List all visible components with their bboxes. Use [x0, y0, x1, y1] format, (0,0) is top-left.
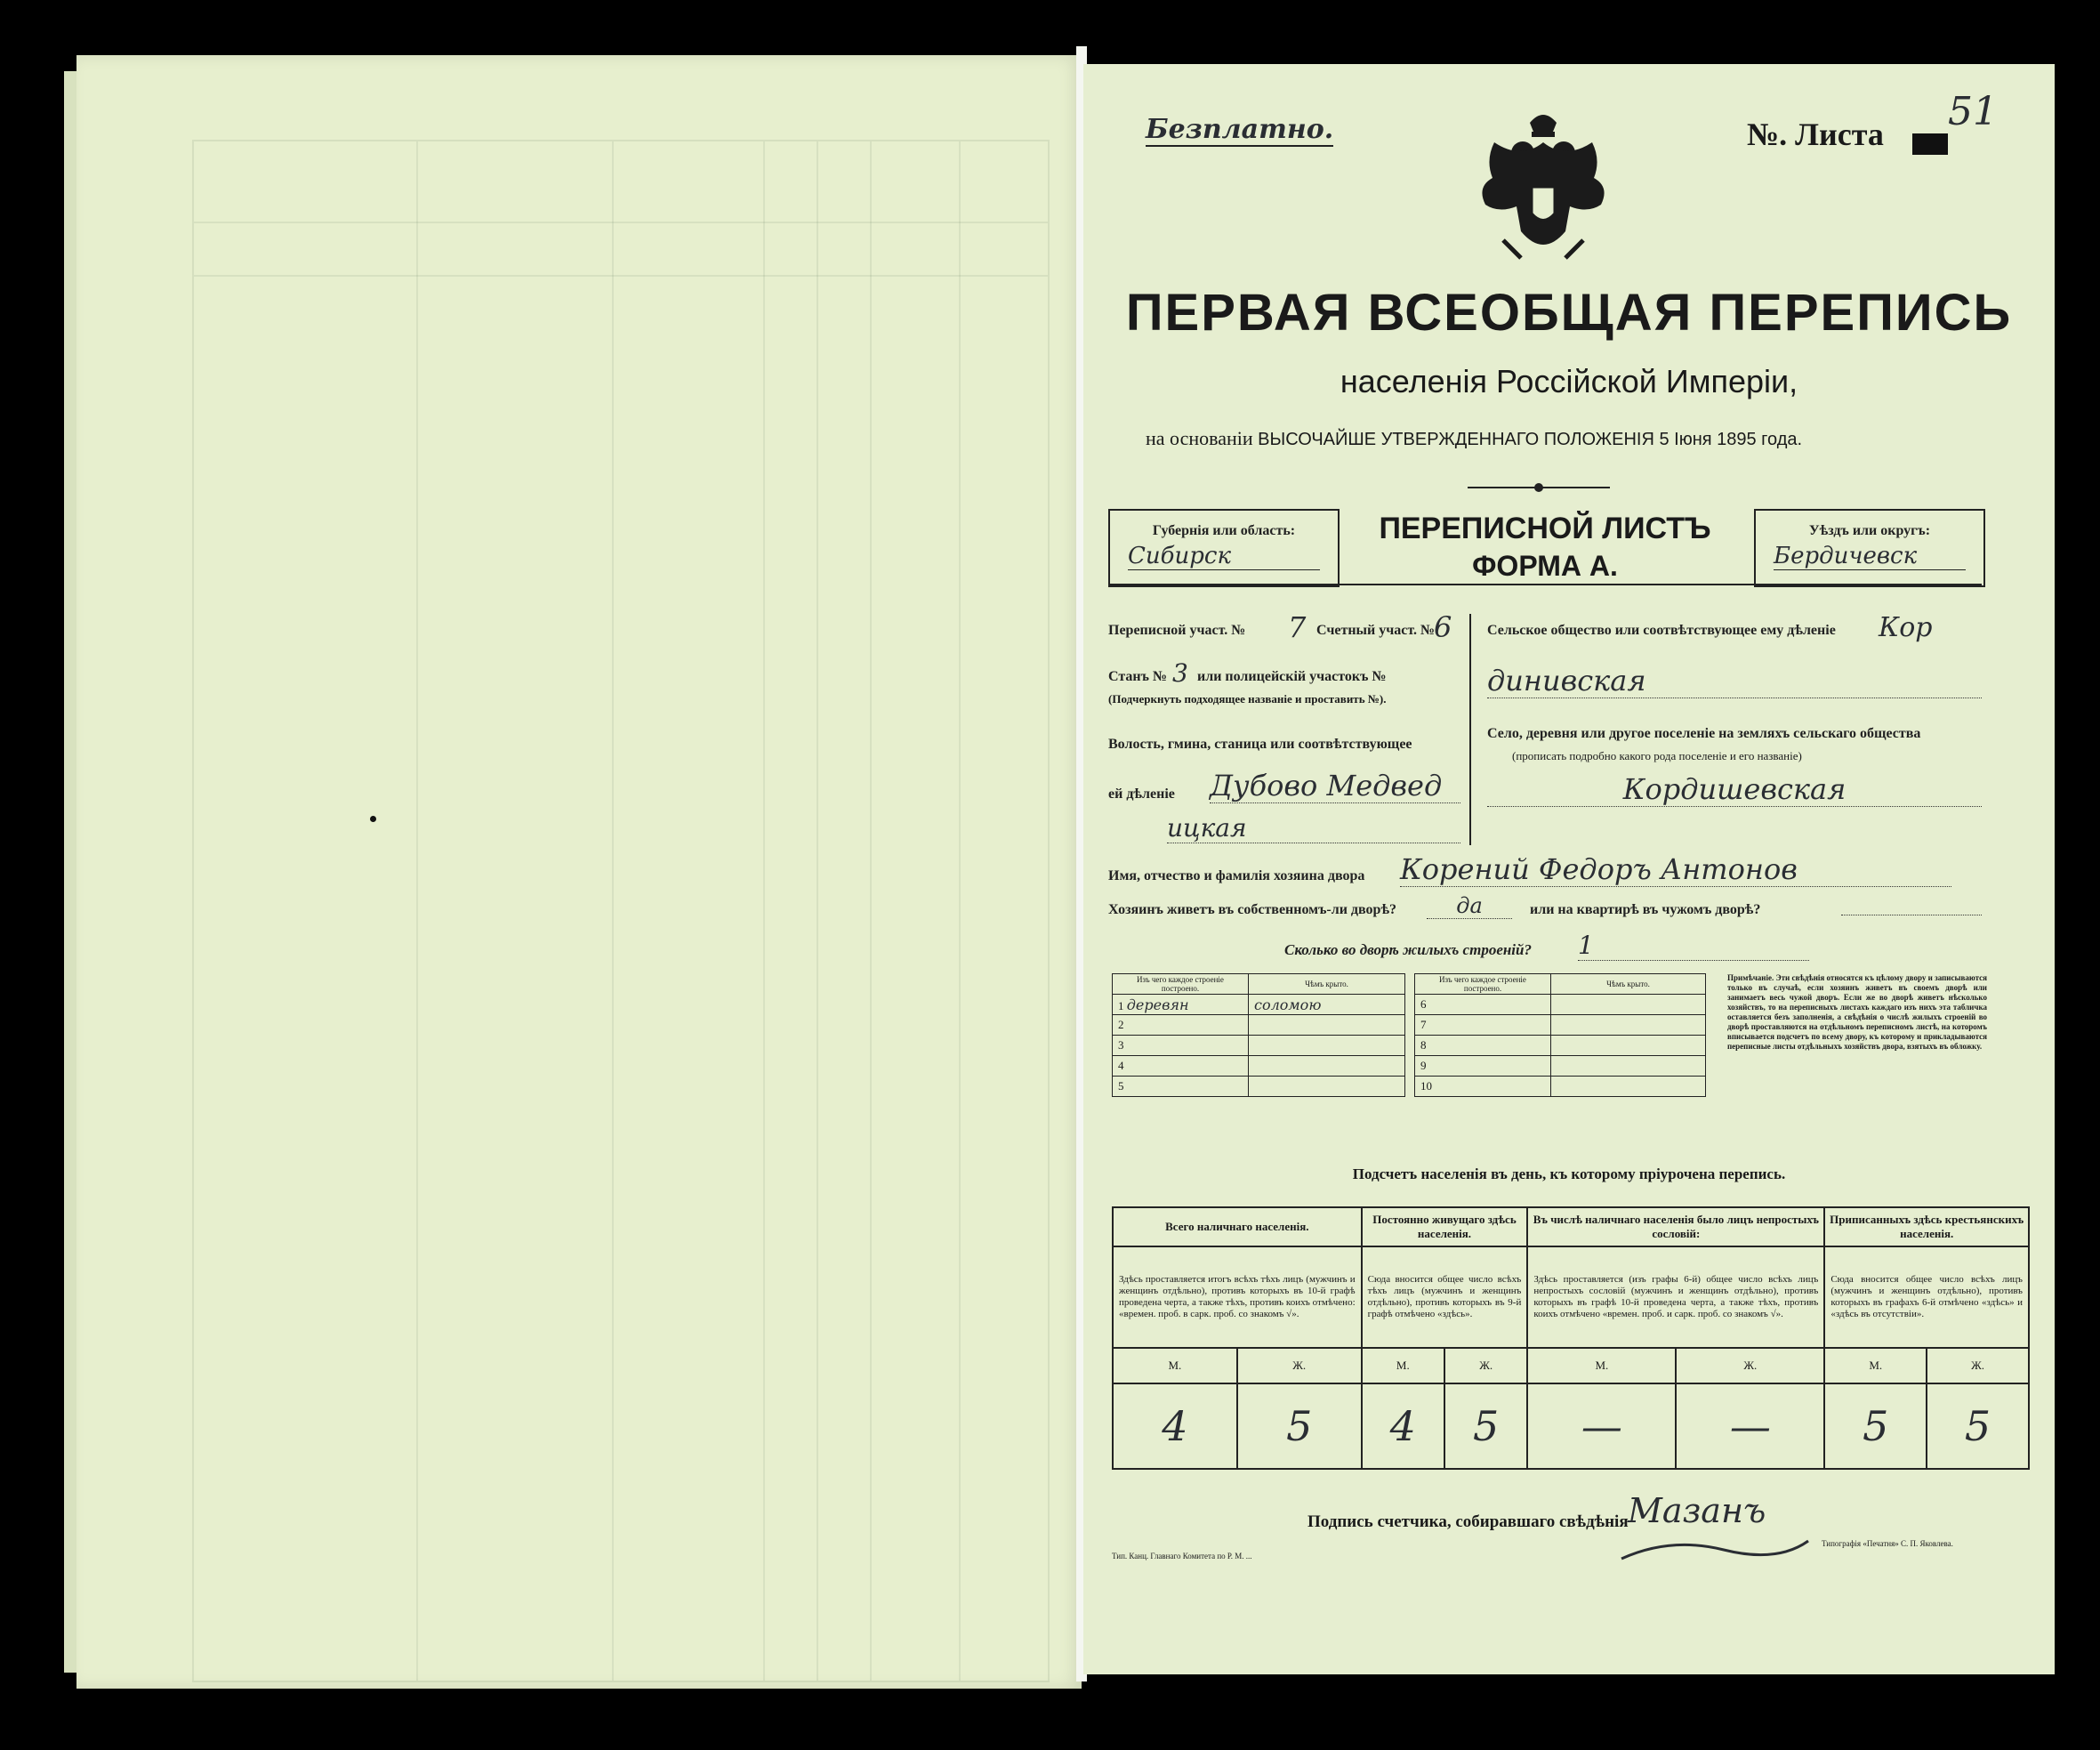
- guberniya-box: [1108, 509, 1340, 587]
- buildings-table-right: [1414, 973, 1706, 1097]
- table-row: 6: [1415, 995, 1706, 1015]
- tally-desc-peasant: Сюда вносится общее число всѣхъ лицъ (мужчинъ и женщинъ отдѣльно), противъ которыхъ въ графахъ 6-й отмѣчено «здѣсь» и «здѣсь въ отсутствіи».: [1824, 1246, 2029, 1348]
- uezd-value: Бердичевск: [1774, 543, 1966, 570]
- sex-header-row: М. Ж. М. Ж. М. Ж. М. Ж.: [1113, 1348, 2029, 1383]
- tally-value: 4: [1113, 1383, 1237, 1469]
- signature-label: Подпись счетчика, собиравшаго свѣдѣнія: [1307, 1512, 1629, 1531]
- table-row: 8: [1415, 1036, 1706, 1056]
- buildings-note: Примѣчаніе. Эти свѣдѣнія относятся къ цѣлому двору и записываются только въ случаѣ, если хозяинъ живетъ въ своемъ дворѣ или занимаетъ весь чужой дворъ. Если же во дворѣ живетъ нѣсколько хозяйствъ, то на переписныхъ листахъ каждаго изъ нихъ эта табличка оставляется безъ заполненія, а свѣдѣнія о числѣ жилыхъ строеній во дворѣ проставляются на отдѣльномъ переписномъ листѣ, на которомъ вписывается подсчетъ по всему двору, къ которому и прикладываются переписные листы отдѣльныхъ хозяйствъ двора, взятыхъ въ обложку.: [1727, 973, 1987, 1051]
- schetny-label: Счетный участ. №: [1316, 623, 1436, 638]
- form-title: ПЕРВАЯ ВСЕОБЩАЯ ПЕРЕПИСЬ: [1125, 284, 2013, 342]
- table-row: 2: [1113, 1015, 1405, 1036]
- ink-dot: [370, 816, 376, 822]
- table-row: 1 деревян соломою: [1113, 995, 1405, 1015]
- uchastok-value: 7: [1288, 610, 1307, 644]
- basis-prefix: на основаніи: [1146, 427, 1253, 449]
- stan-label: Станъ №: [1108, 669, 1168, 684]
- buildings-table-left: [1112, 973, 1405, 1097]
- lives-own-value: да: [1427, 893, 1512, 919]
- table-row: 3: [1113, 1036, 1405, 1056]
- imperial-eagle-emblem: [1476, 107, 1610, 267]
- ornament-divider: [1468, 479, 1610, 496]
- bld-hdr-material: Изъ чего каждое строеніе построено.: [1113, 974, 1249, 995]
- form-type-header: [1336, 512, 1754, 583]
- sheet-number-blot: [1912, 133, 1948, 155]
- lives-own-label: Хозяинъ живетъ въ собственномъ-ли дворѣ?: [1108, 902, 1397, 917]
- village-value: Кордишевская: [1487, 772, 1982, 807]
- header-rule: [1108, 584, 1982, 585]
- stan-or-label: или полицейскій участокъ №: [1197, 669, 1387, 684]
- volost-label: Волость, гмина, станица или соотвѣтствующее: [1108, 737, 1412, 752]
- table-row: 5: [1113, 1077, 1405, 1097]
- bld-hdr-roof: Чѣмъ крыто.: [1249, 974, 1405, 995]
- tally-head-nonpeasant: Въ числѣ наличнаго населенія было лицъ непростыхъ сословій:: [1527, 1207, 1824, 1246]
- bld-material-1: деревян: [1126, 996, 1189, 1013]
- basis-text: ВЫСОЧАЙШЕ УТВЕРЖДЕННАГО ПОЛОЖЕНІЯ 5 Іюня 1895 года.: [1258, 430, 1803, 449]
- tally-value: —: [1527, 1383, 1676, 1469]
- buildings-value: 1: [1578, 931, 1809, 961]
- sheet-number-label: №. Листа: [1747, 117, 1884, 152]
- tally-value: 4: [1362, 1383, 1444, 1469]
- basis-line: [1146, 427, 1802, 450]
- show-through-grid: [192, 140, 1050, 1682]
- form-letter: ФОРМА А.: [1472, 550, 1618, 582]
- left-blank-page: [76, 55, 1082, 1689]
- volost-value-1: Дубово Медвед: [1210, 769, 1460, 803]
- owner-label: Имя, отчество и фамилія хозяина двора: [1108, 868, 1365, 883]
- tally-values-row: [1113, 1383, 2029, 1469]
- form-subtitle: населенія Россійской Имперіи,: [1340, 363, 1798, 399]
- society-value-2: динивская: [1487, 664, 1982, 698]
- printer-imprint-left: Тип. Канц. Главнаго Комитета по Р. М. ...: [1112, 1552, 1252, 1560]
- form-name: ПЕРЕПИСНОЙ ЛИСТЪ: [1379, 512, 1711, 545]
- tally-desc-permanent: Сюда вносится общее число всѣхъ тѣхъ лицъ (мужчинъ и женщинъ отдѣльно), противъ которыхъ въ 9-й графѣ отмѣчено «здѣсь».: [1362, 1246, 1528, 1348]
- enumerator-signature: Мазанъ: [1628, 1491, 1766, 1530]
- uchastok-label: Переписной участ. №: [1108, 623, 1246, 638]
- owner-value: Корений Федоръ Антонов: [1400, 852, 1951, 887]
- signature-flourish: [1617, 1532, 1813, 1568]
- page-stack-edge: [64, 71, 76, 1673]
- tally-desc-total: Здѣсь проставляется итогъ всѣхъ тѣхъ лицъ (мужчинъ и женщинъ отдѣльно), противъ которыхъ въ 10-й графѣ проведена черта, а также тѣхъ, противъ коихъ отмѣчено: «времен. проб. в сарк. проб. со знакомъ √».: [1113, 1246, 1362, 1348]
- lives-alien-label: или на квартирѣ въ чужомъ дворѣ?: [1530, 902, 1761, 917]
- table-row: 7: [1415, 1015, 1706, 1036]
- stan-value: 3: [1172, 658, 1188, 688]
- tally-value: 5: [1927, 1383, 2029, 1469]
- society-value-1: Кор: [1879, 612, 1933, 643]
- free-label: Безплатно.: [1146, 114, 1334, 145]
- tally-head-total: Всего наличнаго населенія.: [1113, 1207, 1362, 1246]
- society-label: Сельское общество или соотвѣтствующее ему дѣленіе: [1487, 623, 1836, 638]
- village-note: (прописать подробно какого рода поселеніе и его названіе): [1512, 749, 1802, 762]
- volost-label-2: ей дѣленіе: [1108, 786, 1175, 802]
- tally-value: 5: [1444, 1383, 1527, 1469]
- uezd-box: [1754, 509, 1985, 587]
- guberniya-label: Губернія или область:: [1152, 523, 1296, 538]
- population-tally-table: [1112, 1206, 2030, 1470]
- table-row: 10: [1415, 1077, 1706, 1097]
- table-row: 9: [1415, 1056, 1706, 1077]
- tally-value: 5: [1824, 1383, 1927, 1469]
- bld-roof-1: соломою: [1249, 995, 1405, 1015]
- tally-head-permanent: Постоянно живущаго здѣсь населенія.: [1362, 1207, 1528, 1246]
- guberniya-value: Сибирск: [1128, 543, 1320, 570]
- sheet-number-handwritten: 51: [1948, 89, 1998, 134]
- table-row: 4: [1113, 1056, 1405, 1077]
- printer-imprint-right: Типографія «Печатня» С. П. Яковлева.: [1822, 1539, 1953, 1548]
- tally-title: Подсчетъ населенія въ день, къ которому пріурочена перепись.: [1352, 1165, 1786, 1182]
- village-label: Село, деревня или другое поселеніе на земляхъ сельскаго общества: [1487, 726, 1921, 741]
- bld-hdr-roof-2: Чѣмъ крыто.: [1551, 974, 1706, 995]
- underline-note: (Подчеркнуть подходящее названіе и проставить №).: [1108, 692, 1387, 706]
- buildings-label: Сколько во дворѣ жилыхъ строеній?: [1284, 941, 1532, 958]
- schetny-value: 6: [1434, 610, 1452, 644]
- bld-hdr-material-2: Изъ чего каждое строеніе построено.: [1415, 974, 1551, 995]
- tally-desc-nonpeasant: Здѣсь проставляется (изъ графы 6-й) общее число всѣхъ лицъ непростыхъ сословій (мужчинъ и женщинъ отдѣльно), противъ которыхъ въ графѣ 10-й проведена черта, а также тѣхъ, противъ коихъ отмѣчено «времен. проб. и сарк. проб. со знакомъ √».: [1527, 1246, 1824, 1348]
- volost-value-2: ицкая: [1167, 813, 1460, 843]
- tally-value: 5: [1237, 1383, 1362, 1469]
- info-column-divider: [1469, 614, 1471, 845]
- tally-value: —: [1676, 1383, 1824, 1469]
- uezd-label: Уѣздъ или округъ:: [1808, 523, 1931, 538]
- tally-head-peasant: Приписанныхъ здѣсь крестьянскихъ населенія.: [1824, 1207, 2029, 1246]
